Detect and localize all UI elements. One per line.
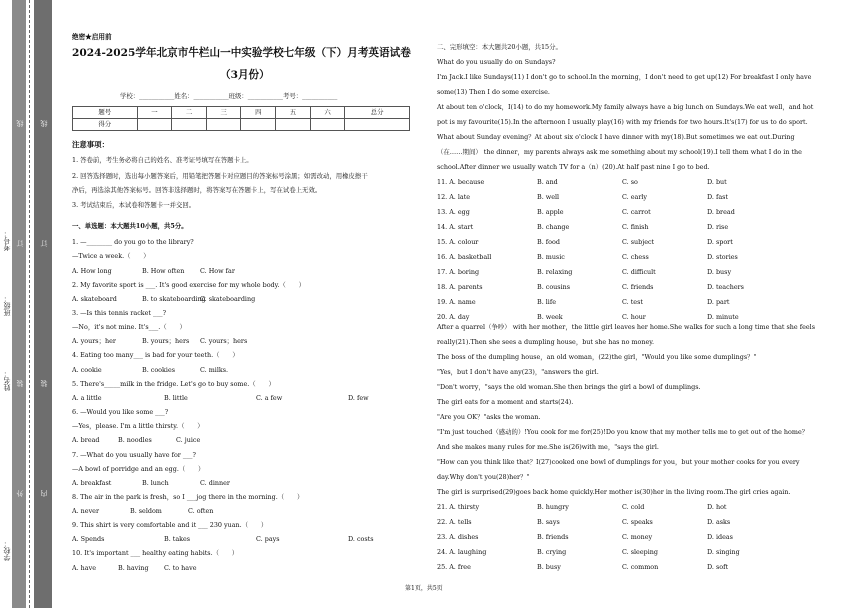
option[interactable]: C. to have xyxy=(164,564,197,572)
note-item: 净后，再选涂其他答案标号。回答非选择题时，将答案写在答题卡上，写在试卷上无效。 xyxy=(72,186,322,194)
secret-label: 绝密★启用前 xyxy=(72,33,112,41)
cloze-option[interactable]: B. and xyxy=(537,178,558,186)
option[interactable]: A. skateboard xyxy=(72,295,117,303)
question-line: 9. This shirt is very comfortable and it ___ 230 yuan.（ ） xyxy=(72,521,268,529)
gutter-label-name: 姓名： xyxy=(3,370,11,391)
score-row-label: 得分 xyxy=(73,119,138,131)
cloze-option[interactable]: C. difficult xyxy=(622,268,656,276)
cloze-option[interactable]: B. cousins xyxy=(537,283,571,291)
passage-line: school.After dinner we usually watch TV for a（n）(20).At half past nine I go to bed. xyxy=(437,163,710,171)
score-cell[interactable] xyxy=(310,119,345,131)
note-item: 3. 考试结束后，本试卷和答题卡一并交回。 xyxy=(72,201,196,209)
score-header-cell: 二 xyxy=(172,107,207,119)
option[interactable]: A. bread xyxy=(72,436,100,444)
passage-line: "Yes，but I don't have any(23)，"answers the girl. xyxy=(437,368,599,376)
cloze-option[interactable]: C. so xyxy=(622,178,638,186)
option[interactable]: A. Spends xyxy=(72,535,105,543)
question-line: 1. —________ do you go to the library? xyxy=(72,238,194,246)
exam-title: 2024-2025学年北京市牛栏山一中实验学校七年级（下）月考英语试卷 xyxy=(72,47,411,59)
cloze-option[interactable]: 21. A. thirsty xyxy=(437,503,480,511)
option[interactable]: B. takes xyxy=(164,535,191,543)
gutter-dashed-line xyxy=(29,0,31,608)
cloze-option[interactable]: D. asks xyxy=(707,518,731,526)
cloze-option[interactable]: C. subject xyxy=(622,238,655,246)
cloze-option[interactable]: C. common xyxy=(622,563,659,571)
cloze-option[interactable]: 17. A. boring xyxy=(437,268,480,276)
question-line: 7. —What do you usually have for ___? xyxy=(72,451,196,459)
passage-line: really(21).Then she sees a dumpling house，but she has no money. xyxy=(437,338,655,346)
gutter-mark-bind: 装 xyxy=(16,380,24,387)
option[interactable]: D. costs xyxy=(348,535,374,543)
cloze-option[interactable]: 16. A. basketball xyxy=(437,253,492,261)
question-line: —No，it's not mine. It's___.（ ） xyxy=(72,323,186,331)
cloze-option[interactable]: B. well xyxy=(537,193,560,201)
option[interactable]: A. cookie xyxy=(72,366,102,374)
passage-line: some(13) Then I do some exercise. xyxy=(437,88,550,96)
option[interactable]: C. milks. xyxy=(200,366,229,374)
option[interactable]: C. yours；hers xyxy=(200,337,248,345)
binding-gutter xyxy=(0,0,60,608)
exam-subtitle: （3月份） xyxy=(220,69,270,81)
gutter-bar-outer xyxy=(12,0,26,608)
question-line: 4. Eating too many___ is bad for your teeth.（ ） xyxy=(72,351,239,359)
gutter-bar-inner xyxy=(34,0,52,608)
option[interactable]: B. noodles xyxy=(118,436,152,444)
cloze-option[interactable]: 14. A. start xyxy=(437,223,474,231)
question-line: —A bowl of porridge and an egg.（ ） xyxy=(72,465,205,473)
cloze-option[interactable]: D. minute xyxy=(707,313,739,321)
cloze-option[interactable]: 11. A. because xyxy=(437,178,485,186)
cloze-option[interactable]: C. money xyxy=(622,533,653,541)
passage-line: day.Why don't you(28)her？" xyxy=(437,473,530,481)
cloze-option[interactable]: C. sleeping xyxy=(622,548,658,556)
cloze-option[interactable]: B. week xyxy=(537,313,563,321)
cloze-option[interactable]: C. finish xyxy=(622,223,649,231)
question-line: 2. My favorite sport is ___. It's good exercise for my whole body.（ ） xyxy=(72,281,305,289)
cloze-option[interactable]: 12. A. late xyxy=(437,193,471,201)
option[interactable]: B. seldom xyxy=(130,507,162,515)
passage-line: What do you usually do on Sundays? xyxy=(437,58,556,66)
note-item: 1. 答卷前，考生务必将自己的姓名、准考证号填写在答题卡上。 xyxy=(72,156,253,164)
section2-heading: 二、完形填空：本大题共20小题，共15分。 xyxy=(437,43,562,51)
option[interactable]: C. juice xyxy=(176,436,201,444)
note-item: 2. 回答选择题时，选出每小题答案后，用铅笔把答题卡对应题目的答案标号涂黑；如需改动，用橡皮擦干 xyxy=(72,172,368,180)
option[interactable]: A. have xyxy=(72,564,96,572)
cloze-option[interactable]: 18. A. parents xyxy=(437,283,483,291)
cloze-option[interactable]: C. speaks xyxy=(622,518,653,526)
option[interactable]: A. never xyxy=(72,507,100,515)
section1-heading: 一、单选题：本大题共10小题，共5分。 xyxy=(72,222,188,230)
cloze-option[interactable]: B. music xyxy=(537,253,565,261)
cloze-option[interactable]: 22. A. tells xyxy=(437,518,472,526)
score-header-cell: 一 xyxy=(137,107,172,119)
cloze-option[interactable]: B. hungry xyxy=(537,503,569,511)
cloze-option[interactable]: 24. A. laughing xyxy=(437,548,487,556)
passage-line: The girl is surprised(29)goes back home quickly.Her mother is(30)her in the living room.The girl cries again. xyxy=(437,488,791,496)
gutter-mark-outer: 外 xyxy=(16,490,24,497)
gutter-mark-bind-2: 装 xyxy=(40,380,48,387)
passage-line: （在……期间） the dinner，my parents always ask me something about my school(19).I tell them what I do in the xyxy=(437,148,802,156)
cloze-option[interactable]: B. food xyxy=(537,238,560,246)
passage-line: "How can you think like that？I(27)cooked one bowl of dumplings for you，but your mother cooks for you every xyxy=(437,458,800,466)
passage-line: The girl eats for a moment and starts(24). xyxy=(437,398,574,406)
question-line: 3. —Is this tennis racket ___? xyxy=(72,309,167,317)
option[interactable]: A. yours；her xyxy=(72,337,116,345)
cloze-option[interactable]: B. friends xyxy=(537,533,569,541)
score-header-cell: 题号 xyxy=(73,107,138,119)
score-table xyxy=(72,106,410,131)
gutter-label-class: 班级： xyxy=(3,295,11,316)
cloze-option[interactable]: 15. A. colour xyxy=(437,238,479,246)
score-header-cell: 五 xyxy=(276,107,311,119)
score-header-cell: 六 xyxy=(310,107,345,119)
student-info-line: 学校：___________姓名：___________班级：___________考号：___________ xyxy=(120,92,338,100)
score-header-cell: 三 xyxy=(206,107,241,119)
notes-heading: 注意事项： xyxy=(72,140,109,149)
option[interactable]: B. having xyxy=(118,564,149,572)
passage-line: What about Sunday evening？At about six o'clock I have dinner with my(18).But sometimes we eat out.During xyxy=(437,133,795,141)
score-cell[interactable] xyxy=(241,119,276,131)
score-cell[interactable] xyxy=(276,119,311,131)
question-line: 10. It's important ___ healthy eating habits.（ ） xyxy=(72,549,239,557)
cloze-option[interactable]: D. busy xyxy=(707,268,732,276)
gutter-label-school: 学校： xyxy=(3,540,11,561)
cloze-option[interactable]: D. sport xyxy=(707,238,733,246)
option[interactable]: B. lunch xyxy=(142,479,169,487)
score-cell[interactable] xyxy=(137,119,172,131)
option[interactable]: C. skateboarding xyxy=(200,295,256,303)
score-header-cell: 四 xyxy=(241,107,276,119)
cloze-option[interactable]: B. relaxing xyxy=(537,268,573,276)
option[interactable]: B. yours；hers xyxy=(142,337,190,345)
cloze-option[interactable]: D. fast xyxy=(707,193,728,201)
gutter-mark-line-2: 线 xyxy=(40,120,48,127)
question-line: —Yes，please. I'm a little thirsty.（ ） xyxy=(72,422,204,430)
passage-line: "Don't worry，"says the old woman.She then brings the girl a bowl of dumplings. xyxy=(437,383,701,391)
cloze-option[interactable]: D. but xyxy=(707,178,727,186)
cloze-option[interactable]: C. test xyxy=(622,298,643,306)
option[interactable]: C. often xyxy=(188,507,214,515)
passage-line: pot is my favourite(15).In the afternoon I usually play(16) with my friends for two hours.It's(17) for us to do sport. xyxy=(437,118,808,126)
gutter-mark-order: 订 xyxy=(16,240,24,247)
gutter-mark-line: 线 xyxy=(16,120,24,127)
gutter-mark-order-2: 订 xyxy=(40,240,48,247)
option[interactable]: C. dinner xyxy=(200,479,230,487)
passage-line: "I'm just touched（感动的）!You cook for me for(25)!Do you know that my mother tells me to get out of the home？ xyxy=(437,428,809,436)
cloze-option[interactable]: D. rise xyxy=(707,223,729,231)
cloze-option[interactable]: D. part xyxy=(707,298,730,306)
cloze-option[interactable]: D. bread xyxy=(707,208,735,216)
option[interactable]: B. to skateboarding xyxy=(142,295,206,303)
cloze-option[interactable]: D. stories xyxy=(707,253,738,261)
passage-line: I'm Jack.I like Sundays(11) I don't go to school.In the morning，I don't need to get up(12) For breakfast I only have xyxy=(437,73,812,81)
passage-line: After a quarrel（争吵） with her mother，the little girl leaves her home.She walks for such a long time that she feels xyxy=(437,323,815,331)
cloze-option[interactable]: B. busy xyxy=(537,563,561,571)
cloze-option[interactable]: B. change xyxy=(537,223,570,231)
passage-line: The boss of the dumpling house，an old woman，(22)the girl，"Would you like some dumplings？" xyxy=(437,353,757,361)
cloze-option[interactable]: C. carrot xyxy=(622,208,651,216)
passage-line: At about ten o'clock，I(14) to do my homework.My family always have a big lunch on Sundays.We eat well，and hot xyxy=(437,103,814,111)
cloze-option[interactable]: D. soft xyxy=(707,563,729,571)
option[interactable]: B. How often xyxy=(142,267,185,275)
option[interactable]: D. few xyxy=(348,394,369,402)
option[interactable]: A. How long xyxy=(72,267,112,275)
cloze-option[interactable]: C. chess xyxy=(622,253,649,261)
cloze-option[interactable]: D. ideas xyxy=(707,533,733,541)
cloze-option[interactable]: 19. A. name xyxy=(437,298,476,306)
cloze-option[interactable]: 20. A. day xyxy=(437,313,470,321)
cloze-option[interactable]: 13. A. egg xyxy=(437,208,470,216)
cloze-option[interactable]: C. hour xyxy=(622,313,646,321)
option[interactable]: A. breakfast xyxy=(72,479,112,487)
question-line: 8. The air in the park is fresh，so I ___jog there in the morning.（ ） xyxy=(72,493,304,501)
option[interactable]: B. cookies xyxy=(142,366,176,374)
cloze-option[interactable]: B. says xyxy=(537,518,560,526)
option[interactable]: C. pays xyxy=(256,535,280,543)
option[interactable]: B. little xyxy=(164,394,188,402)
gutter-label-exam-number: 考号： xyxy=(3,230,11,251)
score-cell[interactable] xyxy=(172,119,207,131)
cloze-option[interactable]: B. crying xyxy=(537,548,567,556)
cloze-option[interactable]: 25. A. free xyxy=(437,563,471,571)
cloze-option[interactable]: D. hot xyxy=(707,503,727,511)
score-cell[interactable] xyxy=(345,119,410,131)
cloze-option[interactable]: B. life xyxy=(537,298,556,306)
page-footer: 第1页，共5页 xyxy=(405,585,443,592)
cloze-option[interactable]: C. friends xyxy=(622,283,654,291)
question-line: 5. There's_____milk in the fridge. Let's go to buy some.（ ） xyxy=(72,380,275,388)
option[interactable]: C. How far xyxy=(200,267,235,275)
cloze-option[interactable]: D. singing xyxy=(707,548,740,556)
question-line: 6. —Would you like some ___? xyxy=(72,408,169,416)
option[interactable]: A. a little xyxy=(72,394,102,402)
passage-line: "Are you OK？"asks the woman. xyxy=(437,413,541,421)
cloze-option[interactable]: D. teachers xyxy=(707,283,744,291)
cloze-option[interactable]: B. apple xyxy=(537,208,564,216)
score-cell[interactable] xyxy=(206,119,241,131)
score-header-cell: 总分 xyxy=(345,107,410,119)
passage-line: And she makes many rules for me.She is(26)with me，"says the girl. xyxy=(437,443,659,451)
gutter-mark-inner: 内 xyxy=(40,490,48,497)
cloze-option[interactable]: C. cold xyxy=(622,503,645,511)
option[interactable]: C. a few xyxy=(256,394,283,402)
cloze-option[interactable]: C. early xyxy=(622,193,648,201)
question-line: —Twice a week.（ ） xyxy=(72,252,150,260)
cloze-option[interactable]: 23. A. dishes xyxy=(437,533,479,541)
